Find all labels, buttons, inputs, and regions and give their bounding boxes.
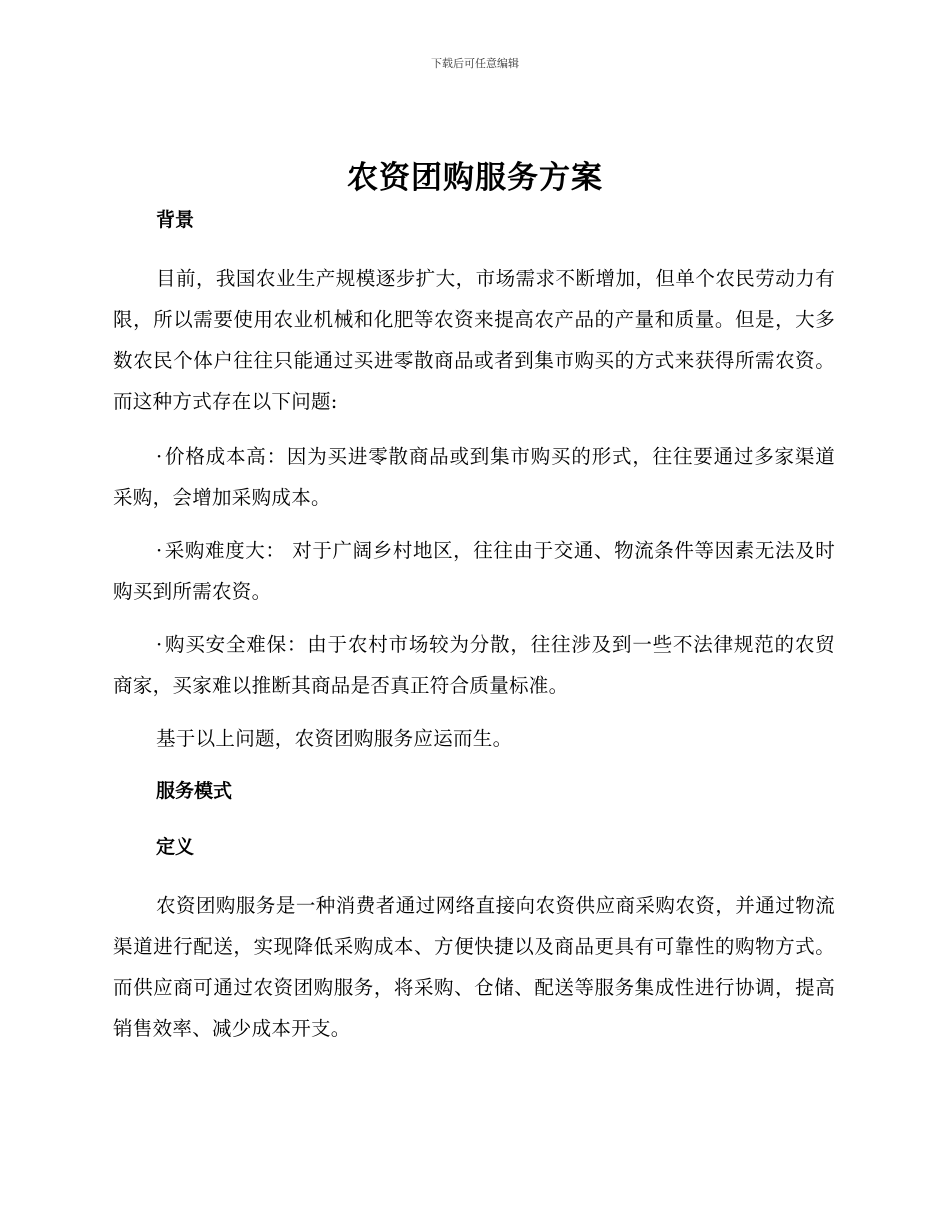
document-body: [113, 202, 835, 1063]
section-heading-background: 背景: [156, 209, 195, 231]
bullet-item: [113, 436, 835, 518]
bullet-item: [113, 530, 835, 612]
bullet-text: 采购难度大： 对于广阔乡村地区，往往由于交通、物流条件等因素无法及时购买到所需农资。: [113, 539, 835, 603]
background-paragraph: 目前，我国农业生产规模逐步扩大，市场需求不断增加，但单个农民劳动力有限，所以需要使用农业机械和化肥等农资来提高农产品的产量和质量。但是，大多数农民个体户往往只能通过买进零散商品或者到集市购买的方式来获得所需农资。而这种方式存在以下问题:: [113, 267, 835, 413]
bullet-marker: ·: [156, 539, 163, 562]
bullet-marker: ·: [156, 633, 163, 656]
conclusion-paragraph: 基于以上问题，农资团购服务应运而生。: [156, 727, 513, 750]
definition-paragraph: 农资团购服务是一种消费者通过网络直接向农资供应商采购农资，并通过物流渠道进行配送，实现降低采购成本、方便快捷以及商品更具有可靠性的购物方式。而供应商可通过农资团购服务，将采购、仓储、配送等服务集成性进行协调，提高销售效率、减少成本开支。: [113, 894, 835, 1040]
document-title: 农资团购服务方案: [347, 160, 603, 196]
bullet-marker: ·: [156, 445, 163, 468]
bullet-item: [113, 624, 835, 706]
bullet-text: 购买安全难保：由于农村市场较为分散，往往涉及到一些不法律规范的农贸商家，买家难以推断其商品是否真正符合质量标准。: [113, 633, 835, 697]
bullet-text: 价格成本高：因为买进零散商品或到集市购买的形式，往往要通过多家渠道采购，会增加采购成本。: [113, 445, 835, 509]
subsection-heading-definition: 定义: [156, 836, 195, 858]
section-heading-service-model: 服务模式: [156, 780, 233, 802]
header-note: 下载后可任意编辑: [431, 57, 519, 70]
